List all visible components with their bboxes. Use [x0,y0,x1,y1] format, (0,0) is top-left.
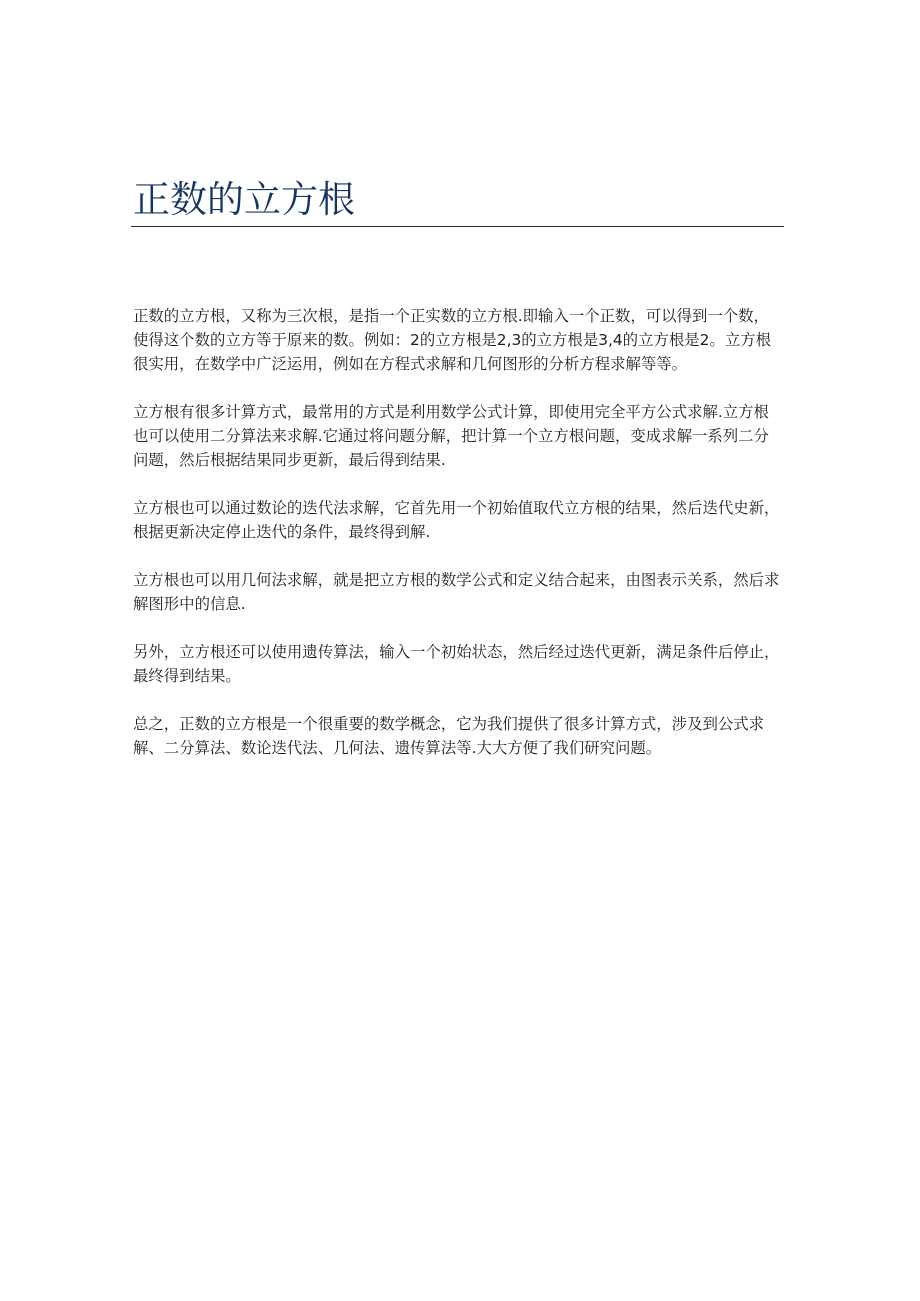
paragraph-genetic-algorithm: 另外，立方根还可以使用遗传算法，输入一个初始状态，然后经过迭代更新，满足条件后停止，最终得到结果。 [133,643,780,685]
paragraph-definition: 正数的立方根，又称为三次根，是指一个正实数的立方根.即输入一个正数，可以得到一个数，使得这个数的立方等于原来的数。例如：2的立方根是2,3的立方根是3,4的立方根是2。立方根很实用，在数学中广泛运用，例如在方程式求解和几何图形的分析方程求解等等。 [133,307,771,373]
paragraph-calculation-methods: 立方根有很多计算方式，最常用的方式是利用数学公式计算，即使用完全平方公式求解.立方根也可以使用二分算法来求解.它通过将问题分解，把计算一个立方根问题，变成求解一系列二分问题，然后根据结果同步更新，最后得到结果. [133,403,769,469]
paragraph-geometric-method: 立方根也可以用几何法求解，就是把立方根的数学公式和定义结合起来，由图表示关系，然后求解图形中的信息. [133,571,780,613]
title-divider [131,226,784,227]
paragraph-iteration-method: 立方根也可以通过数论的迭代法求解，它首先用一个初始值取代立方根的结果，然后迭代史新，根据更新决定停止迭代的条件，最终得到解. [133,499,780,541]
document-body [133,304,783,784]
page-title: 正数的立方根 [133,178,355,221]
paragraph-conclusion: 总之，正数的立方根是一个很重要的数学概念，它为我们提供了很多计算方式，涉及到公式求解、二分算法、数论迭代法、几何法、遗传算法等.大大方便了我们研究问题。 [133,715,765,757]
